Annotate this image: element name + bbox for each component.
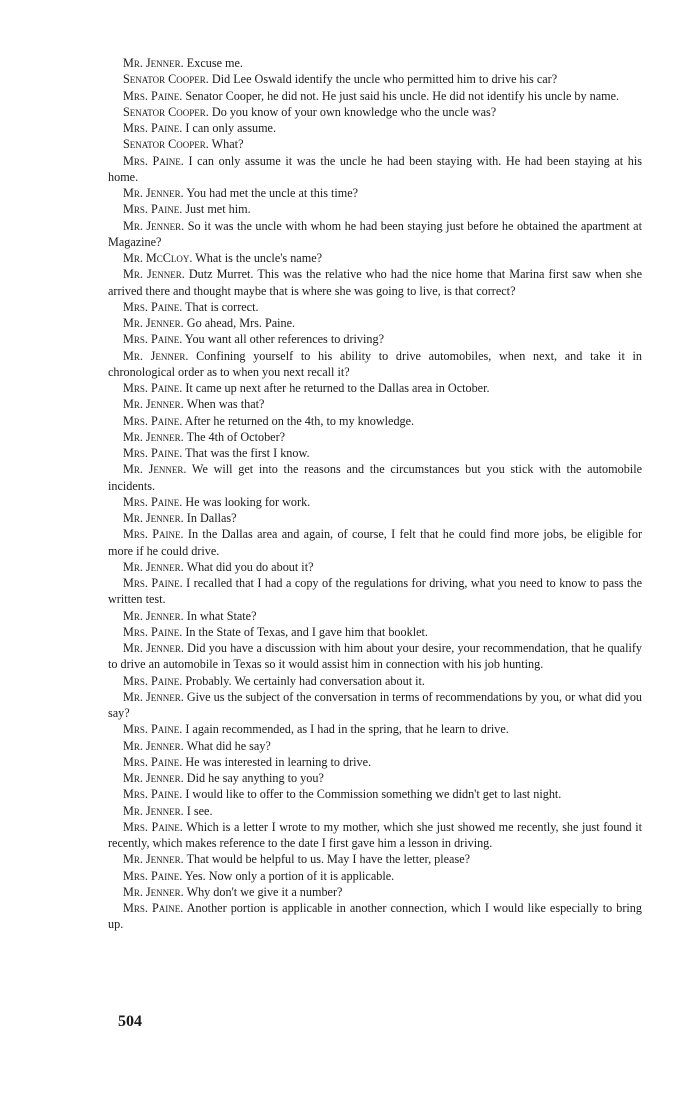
transcript-paragraph [108,266,642,299]
speaker-name: Mr. Jenner. [123,429,184,444]
transcript-paragraph [108,803,642,819]
speaker-name: Mr. McCloy. [123,251,193,265]
speaker-name: Senator Cooper. [123,104,209,119]
transcript-paragraph [108,153,642,186]
speech-text: That was the first I know. [185,446,310,460]
transcript-paragraph [108,299,642,315]
transcript-paragraph [108,185,642,201]
speaker-name: Mr. Jenner. [123,218,185,233]
transcript-paragraph [108,754,642,770]
transcript-paragraph [108,88,642,104]
speaker-name: Mrs. Paine. [123,202,183,217]
speech-text: Dutz Murret. This was the relative who had the nice home that Marina first saw when she arrived there and thought maybe that is where she was going to live, is that correct? [108,267,642,298]
transcript-paragraph [108,380,642,396]
speaker-name: Mr. Jenner. [123,559,184,574]
transcript-paragraph [108,71,642,87]
speaker-name: Mrs. Paine. [123,381,183,395]
speaker-name: Mrs. Paine. [123,494,183,509]
transcript-paragraph [108,413,642,429]
transcript-paragraph [108,851,642,867]
speaker-name: Mr. Jenner. [123,186,184,200]
transcript-paragraph [108,461,642,494]
speech-text: Which is a letter I wrote to my mother, which she just showed me recently, she just found it recently, which makes reference to the date I first gave him a lesson in driving. [108,819,643,850]
transcript-paragraph [108,575,642,608]
transcript-paragraph [108,624,642,640]
speaker-name: Senator Cooper. [123,72,209,87]
speaker-name: Mrs. Paine. [123,299,183,314]
transcript-paragraph [108,331,642,347]
speaker-name: Mr. Jenner. [123,884,184,899]
speech-text: In Dallas? [186,511,237,525]
transcript-paragraph [108,673,642,689]
speech-text: In what State? [186,608,257,623]
page-number: 504 [118,1013,142,1030]
speech-text: Why don't we give it a number? [186,884,343,899]
speaker-name: Mrs. Paine. [123,332,183,347]
speaker-name: Mr. Jenner. [123,852,184,867]
speech-text: What is the uncle's name? [195,251,323,265]
speaker-name: Mr. Jenner. [123,267,185,282]
transcript-paragraph [108,136,642,152]
transcript-paragraph [108,315,642,331]
speech-text: I again recommended, as I had in the spring, that he learn to drive. [185,722,509,737]
speaker-name: Mrs. Paine. [123,413,183,428]
speech-text: Just met him. [185,202,251,217]
speaker-name: Mrs. Paine. [123,901,184,915]
speaker-name: Mrs. Paine. [123,819,183,834]
speech-text: You want all other references to driving? [184,332,384,347]
speaker-name: Mrs. Paine. [123,754,183,769]
speech-text: That is correct. [185,299,259,314]
speech-text: We will get into the reasons and the circumstances but you stick with the automobile incidents. [108,462,643,493]
speaker-name: Mrs. Paine. [123,787,183,802]
speech-text: You had met the uncle at this time? [186,186,359,200]
transcript-paragraph [108,445,642,461]
speaker-name: Mr. Jenner. [123,511,184,525]
speech-text: What did he say? [186,738,271,753]
transcript-paragraph [108,640,642,673]
speech-text: Did you have a discussion with him about your desire, your recommendation, that he qualify to drive an automobile in Texas so it would assist him in connection with his job hunting. [108,641,643,672]
speech-text: I can only assume. [185,121,277,135]
transcript-paragraph [108,250,642,266]
speaker-name: Mrs. Paine. [123,121,183,135]
speech-text: In the State of Texas, and I gave him that booklet. [185,624,428,639]
speaker-name: Mr. Jenner. [123,462,187,477]
transcript-paragraph [108,900,642,933]
speech-text: Do you know of your own knowledge who the uncle was? [211,104,497,119]
transcript-paragraph [108,884,642,900]
transcript-paragraph [108,218,642,251]
speaker-name: Mr. Jenner. [123,738,184,753]
speech-text: I would like to offer to the Commission something we didn't get to last night. [185,787,562,802]
speech-text: The 4th of October? [186,429,286,444]
transcript-paragraph [108,721,642,737]
speech-text: In the Dallas area and again, of course, I felt that he could find more jobs, be eligible for more if he could drive. [108,527,642,558]
speaker-name: Mrs. Paine. [123,446,183,460]
transcript-paragraph [108,559,642,575]
transcript-page [108,55,642,933]
speaker-name: Mrs. Paine. [123,153,184,168]
transcript-paragraph [108,526,642,559]
speaker-name: Mr. Jenner. [123,316,184,330]
speech-text: Confining yourself to his ability to drive automobiles, when next, and take it in chronological order as to when you next recall it? [108,348,642,379]
speaker-name: Mrs. Paine. [123,527,184,542]
transcript-paragraph [108,689,642,722]
speech-text: It came up next after he returned to the Dallas area in October. [185,381,490,395]
speaker-name: Mr. Jenner. [123,397,184,412]
speech-text: I see. [186,803,213,818]
speaker-name: Mr. Jenner. [123,641,184,655]
speaker-name: Mrs. Paine. [123,624,183,639]
transcript-paragraph [108,120,642,136]
transcript-paragraph [108,608,642,624]
transcript-paragraph [108,786,642,802]
speech-text: I recalled that I had a copy of the regulations for driving, what you need to know to pass the written test. [108,576,643,607]
speech-text: He was interested in learning to drive. [185,754,372,769]
speech-text: After he returned on the 4th, to my knowledge. [184,413,415,428]
speech-text: Go ahead, Mrs. Paine. [186,316,296,330]
speech-text: When was that? [186,397,265,412]
speech-text: Another portion is applicable in another connection, which I would like especially to bring up. [108,901,642,932]
transcript-paragraph [108,770,642,786]
speaker-name: Mr. Jenner. [123,803,184,818]
speech-text: What? [211,137,244,152]
transcript-paragraph [108,819,642,852]
transcript-paragraph [108,348,642,381]
transcript-paragraph [108,494,642,510]
speaker-name: Mrs. Paine. [123,88,183,103]
transcript-paragraph [108,396,642,412]
speech-text: Yes. Now only a portion of it is applicable. [184,868,395,883]
speaker-name: Mr. Jenner. [123,56,184,70]
transcript-paragraph [108,429,642,445]
speaker-name: Mr. Jenner. [123,608,184,623]
speaker-name: Mr. Jenner. [123,689,184,704]
transcript-paragraph [108,738,642,754]
transcript-paragraph [108,510,642,526]
speaker-name: Mrs. Paine. [123,868,183,883]
speaker-name: Senator Cooper. [123,137,209,152]
transcript-paragraph [108,201,642,217]
speech-text: What did you do about it? [186,559,314,574]
speaker-name: Mrs. Paine. [123,576,183,590]
speech-text: Give us the subject of the conversation in terms of recommendations by you, or what did you say? [108,689,643,720]
speech-text: So it was the uncle with whom he had been staying just before he obtained the apartment at Magazine? [108,218,642,249]
speech-text: Excuse me. [186,56,243,70]
speaker-name: Mrs. Paine. [123,722,183,737]
speech-text: I can only assume it was the uncle he had been staying with. He had been staying at his home. [108,153,642,184]
speech-text: Senator Cooper, he did not. He just said his uncle. He did not identify his uncle by name. [185,88,620,103]
speech-text: He was looking for work. [185,494,311,509]
speech-text: Probably. We certainly had conversation about it. [185,673,425,688]
speaker-name: Mr. Jenner. [123,348,189,363]
speech-text: Did he say anything to you? [186,771,324,785]
speech-text: That would be helpful to us. May I have the letter, please? [186,852,471,867]
speech-text: Did Lee Oswald identify the uncle who permitted him to drive his car? [211,72,558,87]
transcript-paragraph [108,55,642,71]
speaker-name: Mr. Jenner. [123,771,184,785]
transcript-paragraph [108,104,642,120]
transcript-paragraph [108,868,642,884]
speaker-name: Mrs. Paine. [123,673,183,688]
